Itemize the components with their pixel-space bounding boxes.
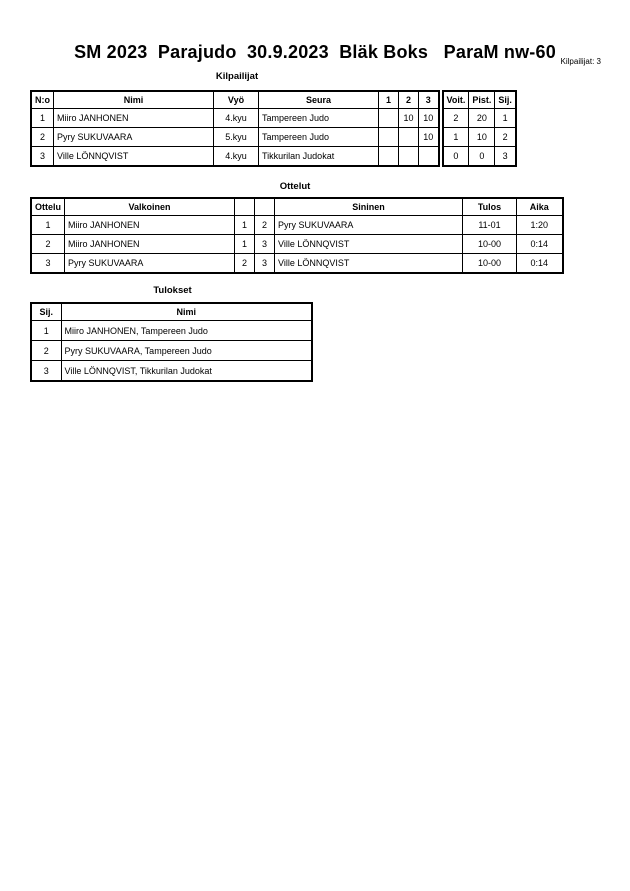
section-title-matches: Ottelut [279,181,311,192]
match-time-cell: 0:14 [517,235,563,254]
col-header-match: Ottelu [31,198,65,216]
competitor-r3-cell [419,147,439,167]
competitor-r2-cell [399,147,419,167]
competitor-club-cell: Tampereen Judo [259,109,379,128]
competitor-no-cell: 2 [31,128,54,147]
competitor-points-cell: 10 [469,128,495,147]
match-result-cell: 10-00 [463,235,517,254]
match-blue-no-cell: 3 [255,254,275,274]
competitor-r1-cell [379,109,399,128]
match-result-cell: 11-01 [463,216,517,235]
competitor-belt-cell: 5.kyu [214,128,259,147]
match-white-no-cell: 2 [235,254,255,274]
competitors-summary-header-row [443,91,516,109]
col-header-belt: Vyö [214,91,259,109]
match-blue-name-cell: Ville LÖNNQVIST [275,235,463,254]
competitor-place-cell: 3 [495,147,516,167]
match-blue-no-cell: 3 [255,235,275,254]
competitor-name-cell: Miiro JANHONEN [54,109,214,128]
match-blue-name-cell: Ville LÖNNQVIST [275,254,463,274]
match-row [31,235,563,254]
result-name-cell: Ville LÖNNQVIST, Tikkurilan Judokat [61,361,312,382]
competitor-count-label: Kilpailijat: 3 [560,57,601,66]
col-header-wins: Voit. [443,91,469,109]
competitor-r2-cell: 10 [399,109,419,128]
competitor-belt-cell: 4.kyu [214,109,259,128]
match-white-no-cell: 1 [235,235,255,254]
section-title-results: Tulokset [153,285,192,296]
col-header-round-3: 3 [419,91,439,109]
competitor-points-cell: 0 [469,147,495,167]
competitor-name-cell: Pyry SUKUVAARA [54,128,214,147]
competitor-wins-cell: 0 [443,147,469,167]
result-place-cell: 2 [31,341,61,361]
matches-table [30,197,564,274]
match-white-name-cell: Pyry SUKUVAARA [65,254,235,274]
match-time-cell: 0:14 [517,254,563,274]
result-name-cell: Miiro JANHONEN, Tampereen Judo [61,321,312,341]
competitor-summary-row [443,147,516,167]
match-result-cell: 10-00 [463,254,517,274]
matches-header-row [31,198,563,216]
competitors-header-row [31,91,439,109]
competitor-r3-cell: 10 [419,109,439,128]
col-header-no: N:o [31,91,54,109]
result-row [31,361,312,382]
competitor-row [31,128,439,147]
competitor-name-cell: Ville LÖNNQVIST [54,147,214,167]
page-title: SM 2023 Parajudo 30.9.2023 Bläk Boks ParaM nw-60 [74,42,556,62]
col-header-place: Sij. [495,91,516,109]
results-table [30,302,313,382]
col-header-blue-no [255,198,275,216]
competitor-row [31,147,439,167]
competitor-wins-cell: 2 [443,109,469,128]
competitor-club-cell: Tikkurilan Judokat [259,147,379,167]
match-white-name-cell: Miiro JANHONEN [65,235,235,254]
match-white-no-cell: 1 [235,216,255,235]
competitor-r1-cell [379,147,399,167]
competitor-summary-row [443,128,516,147]
match-no-cell: 2 [31,235,65,254]
competitors-summary-table [442,90,517,167]
col-header-round-2: 2 [399,91,419,109]
match-row [31,254,563,274]
result-place-cell: 3 [31,361,61,382]
col-header-result-place: Sij. [31,303,61,321]
competitor-no-cell: 1 [31,109,54,128]
match-no-cell: 3 [31,254,65,274]
competitor-no-cell: 3 [31,147,54,167]
result-place-cell: 1 [31,321,61,341]
col-header-points: Pist. [469,91,495,109]
competitors-table [30,90,517,167]
competitor-wins-cell: 1 [443,128,469,147]
match-blue-name-cell: Pyry SUKUVAARA [275,216,463,235]
competitor-r3-cell: 10 [419,128,439,147]
competitor-club-cell: Tampereen Judo [259,128,379,147]
competitor-r1-cell [379,128,399,147]
competitor-r2-cell [399,128,419,147]
col-header-round-1: 1 [379,91,399,109]
result-row [31,341,312,361]
competitor-belt-cell: 4.kyu [214,147,259,167]
col-header-result: Tulos [463,198,517,216]
competitor-place-cell: 1 [495,109,516,128]
match-blue-no-cell: 2 [255,216,275,235]
section-title-competitors: Kilpailijat [215,71,259,82]
col-header-white: Valkoinen [65,198,235,216]
col-header-white-no [235,198,255,216]
competitor-summary-row [443,109,516,128]
competitor-row [31,109,439,128]
col-header-result-name: Nimi [61,303,312,321]
result-row [31,321,312,341]
col-header-name: Nimi [54,91,214,109]
results-header-row [31,303,312,321]
competitor-place-cell: 2 [495,128,516,147]
match-time-cell: 1:20 [517,216,563,235]
match-row [31,216,563,235]
col-header-time: Aika [517,198,563,216]
col-header-blue: Sininen [275,198,463,216]
competitors-main-table [30,90,440,167]
match-no-cell: 1 [31,216,65,235]
result-name-cell: Pyry SUKUVAARA, Tampereen Judo [61,341,312,361]
match-white-name-cell: Miiro JANHONEN [65,216,235,235]
competitor-points-cell: 20 [469,109,495,128]
col-header-club: Seura [259,91,379,109]
